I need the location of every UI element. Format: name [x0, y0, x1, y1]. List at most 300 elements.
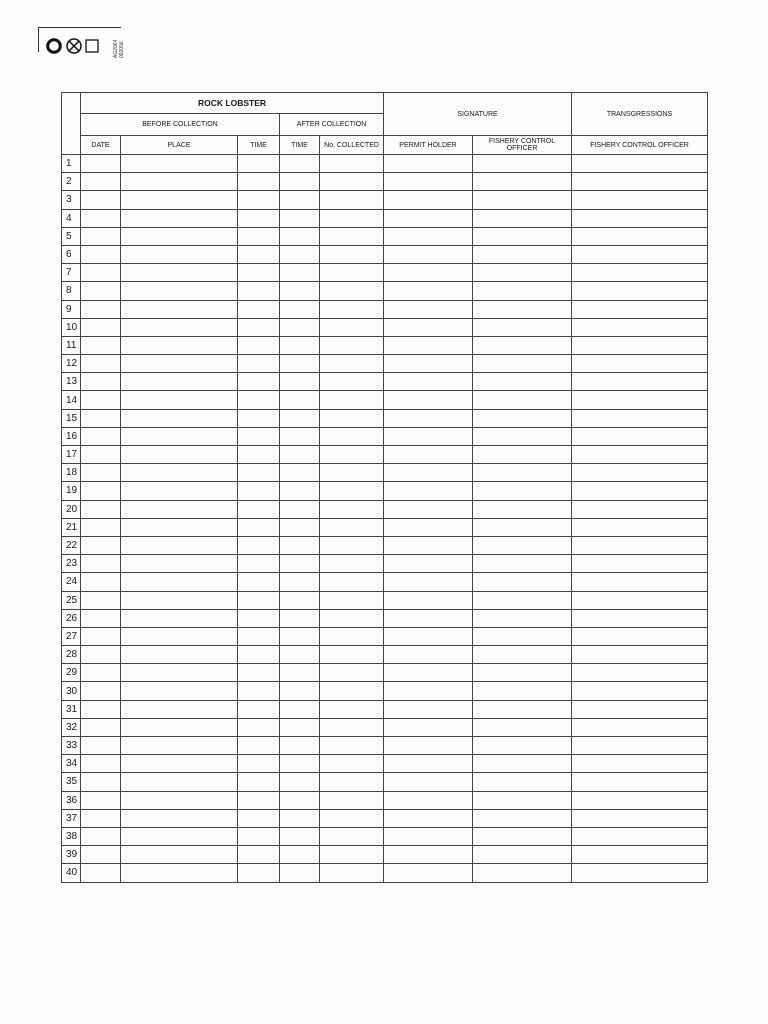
date-cell[interactable] [81, 609, 121, 627]
no-collected-cell[interactable] [320, 591, 384, 609]
place-cell[interactable] [121, 282, 238, 300]
transgressions-cell[interactable] [572, 336, 708, 354]
permit-holder-cell[interactable] [384, 791, 473, 809]
transgressions-cell[interactable] [572, 300, 708, 318]
time-after-cell[interactable] [280, 591, 320, 609]
fishery-officer-signature-cell[interactable] [473, 827, 572, 845]
no-collected-cell[interactable] [320, 700, 384, 718]
transgressions-cell[interactable] [572, 518, 708, 536]
fishery-officer-signature-cell[interactable] [473, 282, 572, 300]
time-before-cell[interactable] [238, 318, 280, 336]
place-cell[interactable] [121, 300, 238, 318]
no-collected-cell[interactable] [320, 827, 384, 845]
no-collected-cell[interactable] [320, 464, 384, 482]
time-before-cell[interactable] [238, 500, 280, 518]
no-collected-cell[interactable] [320, 155, 384, 173]
no-collected-cell[interactable] [320, 737, 384, 755]
time-after-cell[interactable] [280, 791, 320, 809]
transgressions-cell[interactable] [572, 373, 708, 391]
fishery-officer-signature-cell[interactable] [473, 536, 572, 554]
permit-holder-cell[interactable] [384, 591, 473, 609]
place-cell[interactable] [121, 646, 238, 664]
transgressions-cell[interactable] [572, 391, 708, 409]
place-cell[interactable] [121, 827, 238, 845]
no-collected-cell[interactable] [320, 809, 384, 827]
time-after-cell[interactable] [280, 500, 320, 518]
fishery-officer-signature-cell[interactable] [473, 700, 572, 718]
transgressions-cell[interactable] [572, 700, 708, 718]
no-collected-cell[interactable] [320, 282, 384, 300]
permit-holder-cell[interactable] [384, 682, 473, 700]
transgressions-cell[interactable] [572, 155, 708, 173]
time-before-cell[interactable] [238, 446, 280, 464]
time-after-cell[interactable] [280, 391, 320, 409]
place-cell[interactable] [121, 573, 238, 591]
time-before-cell[interactable] [238, 664, 280, 682]
no-collected-cell[interactable] [320, 409, 384, 427]
place-cell[interactable] [121, 209, 238, 227]
date-cell[interactable] [81, 555, 121, 573]
fishery-officer-signature-cell[interactable] [473, 427, 572, 445]
fishery-officer-signature-cell[interactable] [473, 573, 572, 591]
permit-holder-cell[interactable] [384, 209, 473, 227]
permit-holder-cell[interactable] [384, 737, 473, 755]
transgressions-cell[interactable] [572, 355, 708, 373]
place-cell[interactable] [121, 336, 238, 354]
fishery-officer-signature-cell[interactable] [473, 737, 572, 755]
date-cell[interactable] [81, 427, 121, 445]
transgressions-cell[interactable] [572, 755, 708, 773]
date-cell[interactable] [81, 355, 121, 373]
time-after-cell[interactable] [280, 373, 320, 391]
date-cell[interactable] [81, 464, 121, 482]
transgressions-cell[interactable] [572, 846, 708, 864]
time-before-cell[interactable] [238, 227, 280, 245]
permit-holder-cell[interactable] [384, 373, 473, 391]
transgressions-cell[interactable] [572, 609, 708, 627]
no-collected-cell[interactable] [320, 718, 384, 736]
transgressions-cell[interactable] [572, 536, 708, 554]
time-before-cell[interactable] [238, 464, 280, 482]
time-before-cell[interactable] [238, 245, 280, 263]
time-before-cell[interactable] [238, 191, 280, 209]
place-cell[interactable] [121, 591, 238, 609]
place-cell[interactable] [121, 755, 238, 773]
fishery-officer-signature-cell[interactable] [473, 646, 572, 664]
fishery-officer-signature-cell[interactable] [473, 446, 572, 464]
permit-holder-cell[interactable] [384, 446, 473, 464]
transgressions-cell[interactable] [572, 227, 708, 245]
permit-holder-cell[interactable] [384, 609, 473, 627]
date-cell[interactable] [81, 264, 121, 282]
place-cell[interactable] [121, 664, 238, 682]
time-after-cell[interactable] [280, 646, 320, 664]
time-before-cell[interactable] [238, 646, 280, 664]
no-collected-cell[interactable] [320, 555, 384, 573]
place-cell[interactable] [121, 718, 238, 736]
time-after-cell[interactable] [280, 427, 320, 445]
transgressions-cell[interactable] [572, 282, 708, 300]
permit-holder-cell[interactable] [384, 227, 473, 245]
date-cell[interactable] [81, 500, 121, 518]
permit-holder-cell[interactable] [384, 864, 473, 882]
time-after-cell[interactable] [280, 627, 320, 645]
fishery-officer-signature-cell[interactable] [473, 155, 572, 173]
time-after-cell[interactable] [280, 155, 320, 173]
permit-holder-cell[interactable] [384, 646, 473, 664]
time-after-cell[interactable] [280, 191, 320, 209]
transgressions-cell[interactable] [572, 664, 708, 682]
fishery-officer-signature-cell[interactable] [473, 300, 572, 318]
no-collected-cell[interactable] [320, 209, 384, 227]
date-cell[interactable] [81, 718, 121, 736]
time-before-cell[interactable] [238, 573, 280, 591]
time-after-cell[interactable] [280, 555, 320, 573]
no-collected-cell[interactable] [320, 664, 384, 682]
place-cell[interactable] [121, 737, 238, 755]
time-before-cell[interactable] [238, 336, 280, 354]
permit-holder-cell[interactable] [384, 409, 473, 427]
fishery-officer-signature-cell[interactable] [473, 209, 572, 227]
no-collected-cell[interactable] [320, 355, 384, 373]
time-before-cell[interactable] [238, 282, 280, 300]
permit-holder-cell[interactable] [384, 809, 473, 827]
transgressions-cell[interactable] [572, 446, 708, 464]
permit-holder-cell[interactable] [384, 536, 473, 554]
place-cell[interactable] [121, 245, 238, 263]
transgressions-cell[interactable] [572, 737, 708, 755]
fishery-officer-signature-cell[interactable] [473, 518, 572, 536]
date-cell[interactable] [81, 336, 121, 354]
fishery-officer-signature-cell[interactable] [473, 864, 572, 882]
date-cell[interactable] [81, 318, 121, 336]
permit-holder-cell[interactable] [384, 555, 473, 573]
no-collected-cell[interactable] [320, 536, 384, 554]
permit-holder-cell[interactable] [384, 282, 473, 300]
transgressions-cell[interactable] [572, 773, 708, 791]
no-collected-cell[interactable] [320, 518, 384, 536]
transgressions-cell[interactable] [572, 464, 708, 482]
no-collected-cell[interactable] [320, 300, 384, 318]
permit-holder-cell[interactable] [384, 318, 473, 336]
time-after-cell[interactable] [280, 464, 320, 482]
date-cell[interactable] [81, 791, 121, 809]
transgressions-cell[interactable] [572, 173, 708, 191]
time-after-cell[interactable] [280, 755, 320, 773]
date-cell[interactable] [81, 809, 121, 827]
fishery-officer-signature-cell[interactable] [473, 173, 572, 191]
permit-holder-cell[interactable] [384, 264, 473, 282]
date-cell[interactable] [81, 173, 121, 191]
place-cell[interactable] [121, 409, 238, 427]
permit-holder-cell[interactable] [384, 155, 473, 173]
time-before-cell[interactable] [238, 409, 280, 427]
permit-holder-cell[interactable] [384, 627, 473, 645]
fishery-officer-signature-cell[interactable] [473, 373, 572, 391]
time-before-cell[interactable] [238, 173, 280, 191]
time-after-cell[interactable] [280, 664, 320, 682]
date-cell[interactable] [81, 518, 121, 536]
transgressions-cell[interactable] [572, 245, 708, 263]
place-cell[interactable] [121, 773, 238, 791]
time-after-cell[interactable] [280, 827, 320, 845]
permit-holder-cell[interactable] [384, 700, 473, 718]
place-cell[interactable] [121, 482, 238, 500]
date-cell[interactable] [81, 591, 121, 609]
time-after-cell[interactable] [280, 809, 320, 827]
no-collected-cell[interactable] [320, 864, 384, 882]
date-cell[interactable] [81, 209, 121, 227]
no-collected-cell[interactable] [320, 264, 384, 282]
time-before-cell[interactable] [238, 209, 280, 227]
fishery-officer-signature-cell[interactable] [473, 755, 572, 773]
no-collected-cell[interactable] [320, 846, 384, 864]
place-cell[interactable] [121, 155, 238, 173]
transgressions-cell[interactable] [572, 555, 708, 573]
time-before-cell[interactable] [238, 155, 280, 173]
date-cell[interactable] [81, 482, 121, 500]
date-cell[interactable] [81, 282, 121, 300]
time-after-cell[interactable] [280, 518, 320, 536]
time-after-cell[interactable] [280, 609, 320, 627]
fishery-officer-signature-cell[interactable] [473, 355, 572, 373]
time-after-cell[interactable] [280, 173, 320, 191]
place-cell[interactable] [121, 864, 238, 882]
no-collected-cell[interactable] [320, 500, 384, 518]
date-cell[interactable] [81, 191, 121, 209]
permit-holder-cell[interactable] [384, 518, 473, 536]
fishery-officer-signature-cell[interactable] [473, 227, 572, 245]
time-before-cell[interactable] [238, 427, 280, 445]
time-before-cell[interactable] [238, 591, 280, 609]
place-cell[interactable] [121, 846, 238, 864]
date-cell[interactable] [81, 755, 121, 773]
permit-holder-cell[interactable] [384, 245, 473, 263]
time-before-cell[interactable] [238, 864, 280, 882]
place-cell[interactable] [121, 700, 238, 718]
time-before-cell[interactable] [238, 755, 280, 773]
no-collected-cell[interactable] [320, 627, 384, 645]
fishery-officer-signature-cell[interactable] [473, 245, 572, 263]
permit-holder-cell[interactable] [384, 773, 473, 791]
place-cell[interactable] [121, 427, 238, 445]
fishery-officer-signature-cell[interactable] [473, 264, 572, 282]
no-collected-cell[interactable] [320, 773, 384, 791]
date-cell[interactable] [81, 664, 121, 682]
permit-holder-cell[interactable] [384, 191, 473, 209]
place-cell[interactable] [121, 391, 238, 409]
no-collected-cell[interactable] [320, 373, 384, 391]
no-collected-cell[interactable] [320, 318, 384, 336]
fishery-officer-signature-cell[interactable] [473, 409, 572, 427]
time-before-cell[interactable] [238, 809, 280, 827]
time-after-cell[interactable] [280, 355, 320, 373]
time-before-cell[interactable] [238, 373, 280, 391]
time-after-cell[interactable] [280, 409, 320, 427]
time-after-cell[interactable] [280, 482, 320, 500]
date-cell[interactable] [81, 409, 121, 427]
fishery-officer-signature-cell[interactable] [473, 846, 572, 864]
place-cell[interactable] [121, 446, 238, 464]
time-after-cell[interactable] [280, 245, 320, 263]
permit-holder-cell[interactable] [384, 482, 473, 500]
fishery-officer-signature-cell[interactable] [473, 500, 572, 518]
transgressions-cell[interactable] [572, 591, 708, 609]
no-collected-cell[interactable] [320, 427, 384, 445]
permit-holder-cell[interactable] [384, 664, 473, 682]
transgressions-cell[interactable] [572, 718, 708, 736]
permit-holder-cell[interactable] [384, 173, 473, 191]
fishery-officer-signature-cell[interactable] [473, 809, 572, 827]
fishery-officer-signature-cell[interactable] [473, 191, 572, 209]
transgressions-cell[interactable] [572, 264, 708, 282]
time-before-cell[interactable] [238, 682, 280, 700]
fishery-officer-signature-cell[interactable] [473, 627, 572, 645]
time-before-cell[interactable] [238, 627, 280, 645]
time-after-cell[interactable] [280, 264, 320, 282]
no-collected-cell[interactable] [320, 173, 384, 191]
place-cell[interactable] [121, 191, 238, 209]
date-cell[interactable] [81, 446, 121, 464]
place-cell[interactable] [121, 609, 238, 627]
date-cell[interactable] [81, 827, 121, 845]
transgressions-cell[interactable] [572, 809, 708, 827]
transgressions-cell[interactable] [572, 409, 708, 427]
time-before-cell[interactable] [238, 718, 280, 736]
place-cell[interactable] [121, 682, 238, 700]
date-cell[interactable] [81, 373, 121, 391]
fishery-officer-signature-cell[interactable] [473, 318, 572, 336]
no-collected-cell[interactable] [320, 391, 384, 409]
time-before-cell[interactable] [238, 846, 280, 864]
time-after-cell[interactable] [280, 700, 320, 718]
time-before-cell[interactable] [238, 264, 280, 282]
date-cell[interactable] [81, 846, 121, 864]
date-cell[interactable] [81, 682, 121, 700]
permit-holder-cell[interactable] [384, 755, 473, 773]
transgressions-cell[interactable] [572, 627, 708, 645]
time-before-cell[interactable] [238, 791, 280, 809]
transgressions-cell[interactable] [572, 682, 708, 700]
place-cell[interactable] [121, 318, 238, 336]
fishery-officer-signature-cell[interactable] [473, 773, 572, 791]
date-cell[interactable] [81, 700, 121, 718]
date-cell[interactable] [81, 245, 121, 263]
no-collected-cell[interactable] [320, 573, 384, 591]
place-cell[interactable] [121, 355, 238, 373]
time-before-cell[interactable] [238, 737, 280, 755]
permit-holder-cell[interactable] [384, 300, 473, 318]
time-after-cell[interactable] [280, 300, 320, 318]
time-after-cell[interactable] [280, 336, 320, 354]
no-collected-cell[interactable] [320, 336, 384, 354]
place-cell[interactable] [121, 791, 238, 809]
permit-holder-cell[interactable] [384, 573, 473, 591]
permit-holder-cell[interactable] [384, 827, 473, 845]
place-cell[interactable] [121, 373, 238, 391]
time-after-cell[interactable] [280, 318, 320, 336]
date-cell[interactable] [81, 300, 121, 318]
date-cell[interactable] [81, 773, 121, 791]
no-collected-cell[interactable] [320, 482, 384, 500]
date-cell[interactable] [81, 627, 121, 645]
transgressions-cell[interactable] [572, 864, 708, 882]
fishery-officer-signature-cell[interactable] [473, 336, 572, 354]
time-after-cell[interactable] [280, 737, 320, 755]
transgressions-cell[interactable] [572, 427, 708, 445]
transgressions-cell[interactable] [572, 318, 708, 336]
fishery-officer-signature-cell[interactable] [473, 682, 572, 700]
permit-holder-cell[interactable] [384, 846, 473, 864]
place-cell[interactable] [121, 627, 238, 645]
place-cell[interactable] [121, 264, 238, 282]
time-after-cell[interactable] [280, 718, 320, 736]
time-before-cell[interactable] [238, 482, 280, 500]
time-before-cell[interactable] [238, 355, 280, 373]
time-before-cell[interactable] [238, 827, 280, 845]
date-cell[interactable] [81, 155, 121, 173]
date-cell[interactable] [81, 227, 121, 245]
time-before-cell[interactable] [238, 536, 280, 554]
transgressions-cell[interactable] [572, 827, 708, 845]
fishery-officer-signature-cell[interactable] [473, 555, 572, 573]
time-before-cell[interactable] [238, 555, 280, 573]
time-before-cell[interactable] [238, 518, 280, 536]
permit-holder-cell[interactable] [384, 718, 473, 736]
fishery-officer-signature-cell[interactable] [473, 391, 572, 409]
transgressions-cell[interactable] [572, 573, 708, 591]
date-cell[interactable] [81, 536, 121, 554]
no-collected-cell[interactable] [320, 245, 384, 263]
no-collected-cell[interactable] [320, 646, 384, 664]
fishery-officer-signature-cell[interactable] [473, 482, 572, 500]
transgressions-cell[interactable] [572, 791, 708, 809]
time-after-cell[interactable] [280, 446, 320, 464]
time-after-cell[interactable] [280, 282, 320, 300]
transgressions-cell[interactable] [572, 500, 708, 518]
time-before-cell[interactable] [238, 391, 280, 409]
transgressions-cell[interactable] [572, 646, 708, 664]
place-cell[interactable] [121, 227, 238, 245]
time-after-cell[interactable] [280, 227, 320, 245]
fishery-officer-signature-cell[interactable] [473, 718, 572, 736]
time-after-cell[interactable] [280, 209, 320, 227]
date-cell[interactable] [81, 646, 121, 664]
permit-holder-cell[interactable] [384, 427, 473, 445]
date-cell[interactable] [81, 391, 121, 409]
time-before-cell[interactable] [238, 700, 280, 718]
no-collected-cell[interactable] [320, 682, 384, 700]
fishery-officer-signature-cell[interactable] [473, 609, 572, 627]
place-cell[interactable] [121, 173, 238, 191]
fishery-officer-signature-cell[interactable] [473, 791, 572, 809]
place-cell[interactable] [121, 518, 238, 536]
time-after-cell[interactable] [280, 573, 320, 591]
no-collected-cell[interactable] [320, 191, 384, 209]
permit-holder-cell[interactable] [384, 464, 473, 482]
no-collected-cell[interactable] [320, 609, 384, 627]
time-before-cell[interactable] [238, 300, 280, 318]
permit-holder-cell[interactable] [384, 355, 473, 373]
fishery-officer-signature-cell[interactable] [473, 464, 572, 482]
transgressions-cell[interactable] [572, 209, 708, 227]
time-before-cell[interactable] [238, 773, 280, 791]
date-cell[interactable] [81, 573, 121, 591]
place-cell[interactable] [121, 809, 238, 827]
no-collected-cell[interactable] [320, 791, 384, 809]
place-cell[interactable] [121, 464, 238, 482]
date-cell[interactable] [81, 737, 121, 755]
